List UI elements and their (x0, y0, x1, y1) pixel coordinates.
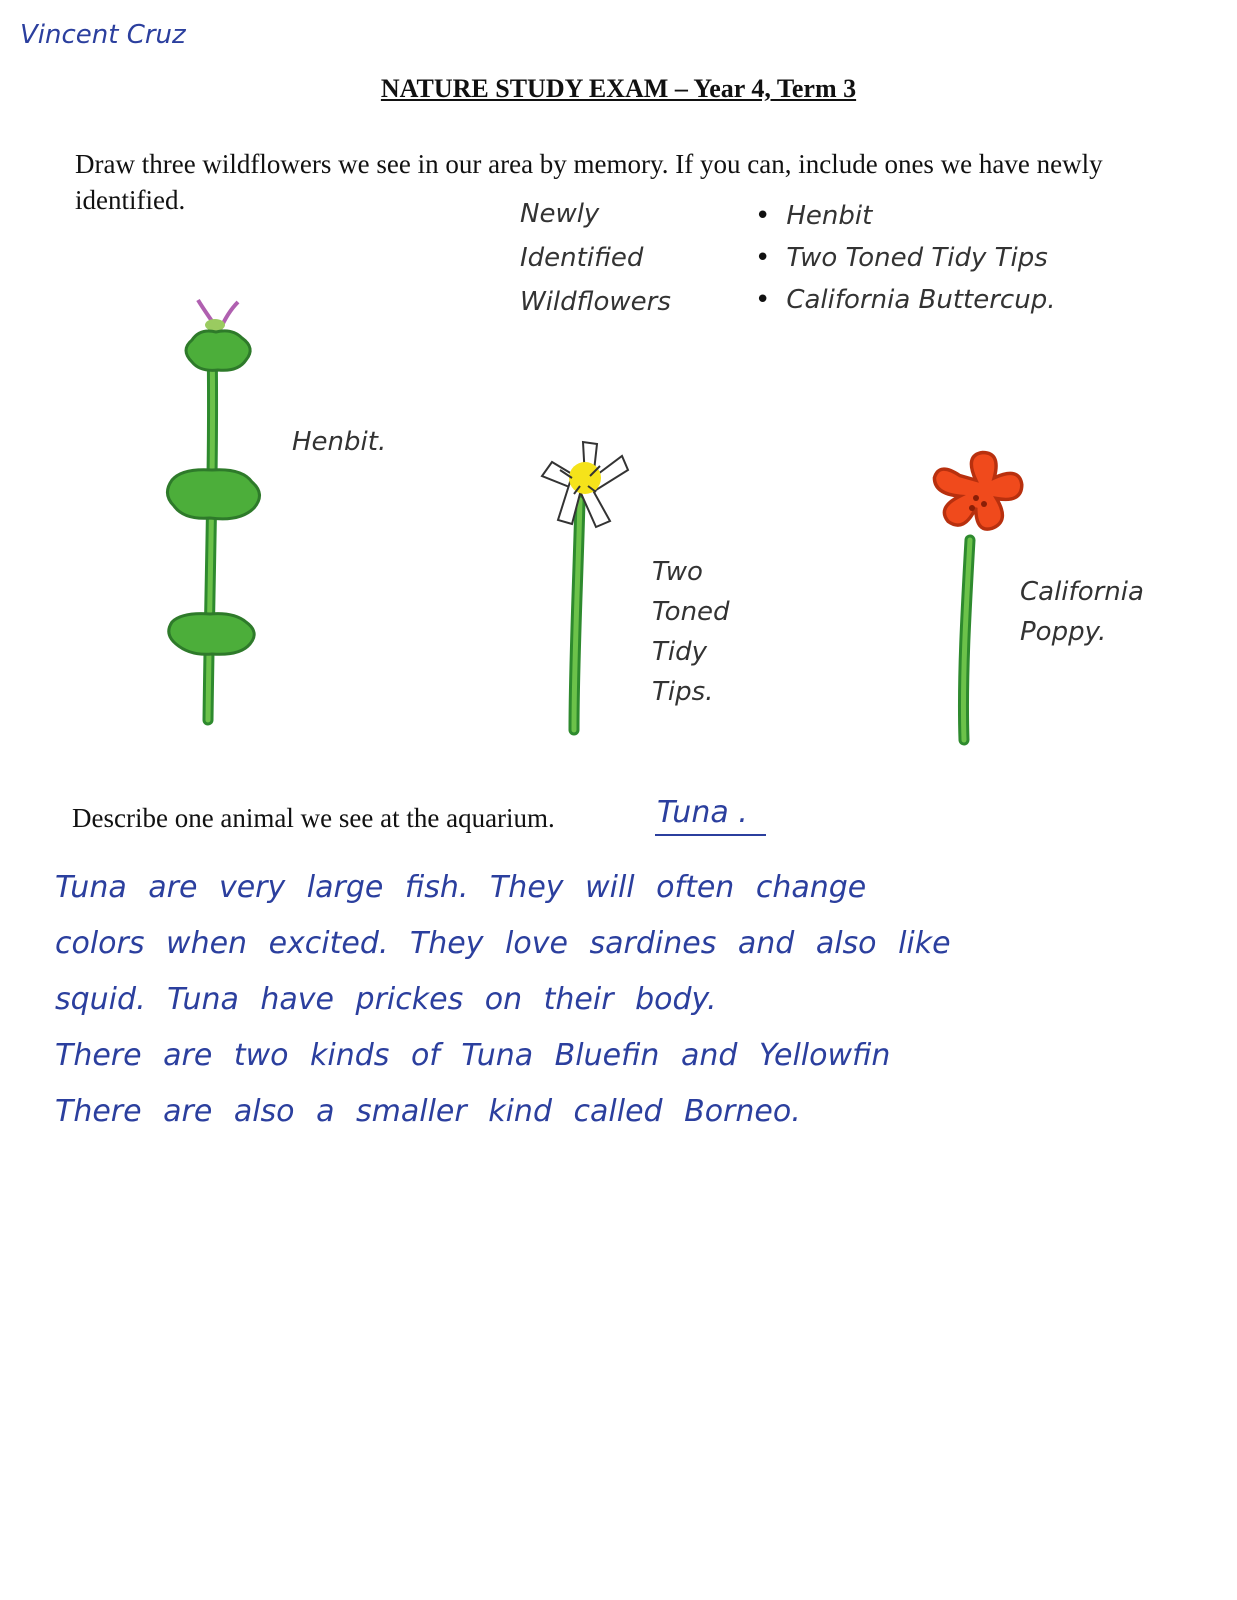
essay-line: There are two kinds of Tuna Bluefin and Yellowfin (55, 1038, 891, 1073)
label-line: Toned (652, 597, 730, 627)
newly-label-line: Newly (520, 199, 600, 229)
essay-line: squid. Tuna have prickes on their body. (55, 982, 717, 1017)
newly-label-line: Wildflowers (520, 287, 671, 317)
list-item: • California Buttercup. (755, 279, 1055, 321)
label-line: Henbit. (292, 427, 387, 457)
newly-label-line: Identified (520, 243, 644, 273)
label-line: Tips. (652, 677, 714, 707)
essay-line: There are also a smaller kind called Borneo. (55, 1094, 801, 1129)
henbit-label (292, 422, 386, 462)
student-name: Vincent Cruz (20, 20, 186, 50)
tidy-tips-drawing (542, 442, 628, 730)
label-line: California (1020, 577, 1144, 607)
essay-line: Tuna are very large fish. They will often change (55, 870, 867, 905)
poppy-drawing (934, 453, 1021, 741)
question2-prompt: Describe one animal we see at the aquarium. (72, 803, 555, 833)
henbit-drawing (167, 300, 259, 720)
label-line: Two (652, 557, 703, 587)
essay-line: colors when excited. They love sardines and also like (55, 926, 951, 961)
exam-title: NATURE STUDY EXAM – Year 4, Term 3 (380, 74, 857, 103)
label-line: Poppy. (1020, 617, 1107, 647)
question1-prompt: Draw three wildflowers we see in our area by memory. If you can, include ones we have newly identified. (75, 149, 1103, 215)
list-item: • Two Toned Tidy Tips (755, 237, 1055, 279)
answer-title: Tuna . (655, 795, 766, 836)
poppy-label (1020, 572, 1144, 652)
label-line: Tidy (652, 637, 707, 667)
list-item: • Henbit (755, 195, 1055, 237)
tidy-tips-label (652, 552, 730, 712)
answer-essay (55, 860, 1215, 1140)
